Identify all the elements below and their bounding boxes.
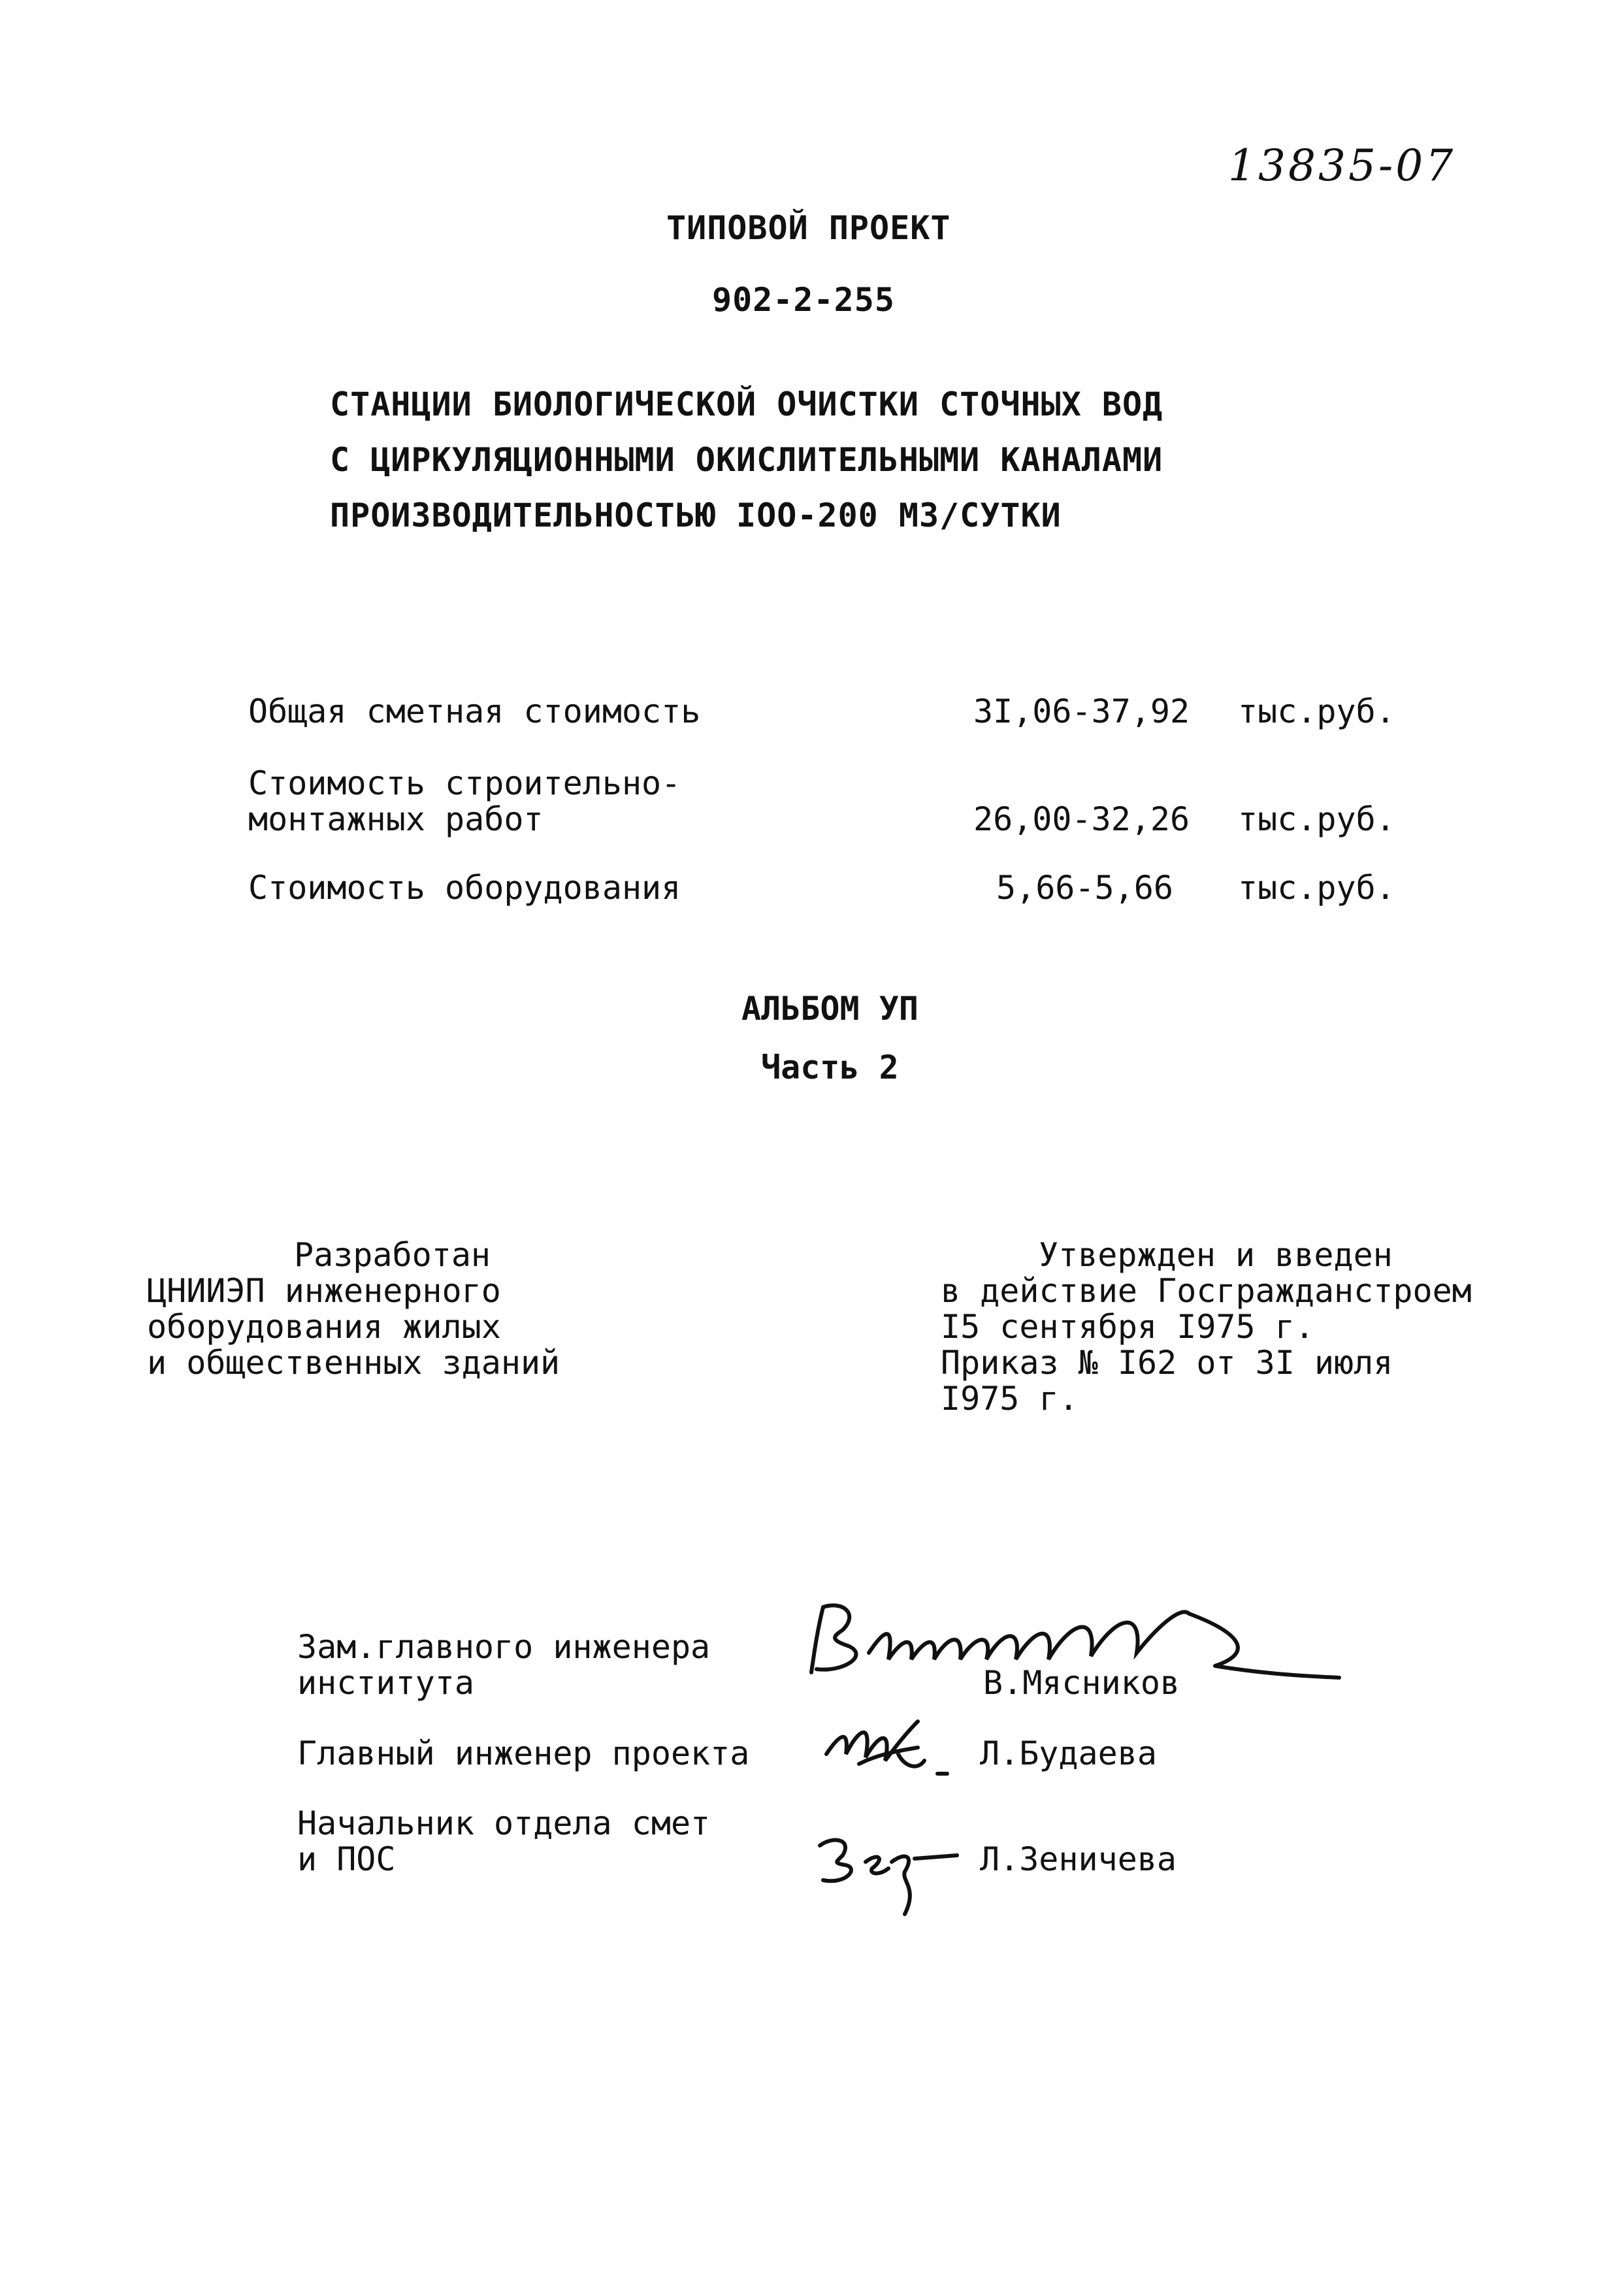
cost-label: Общая сметная стоимость — [248, 692, 701, 730]
cost-unit: тыс.руб. — [1238, 800, 1395, 838]
album-label: АЛЬБОМ УП — [741, 990, 918, 1028]
developed-line: и общественных зданий — [147, 1344, 560, 1382]
document-number: 13835-07 — [1228, 140, 1456, 191]
approved-line: I975 г. — [941, 1380, 1079, 1418]
project-type-heading: ТИПОВОЙ ПРОЕКТ — [666, 209, 951, 247]
cost-label: Стоимость оборудования — [248, 869, 681, 907]
cost-unit: тыс.руб. — [1238, 692, 1395, 730]
cost-value: 26,00-32,26 — [973, 800, 1190, 838]
signatory-name: В.Мясников — [983, 1664, 1180, 1702]
developed-line: оборудования жилых — [147, 1308, 501, 1346]
cost-value: 3I,06-37,92 — [973, 692, 1190, 730]
signatory-position: Зам.главного инженера — [297, 1628, 711, 1666]
approved-line: I5 сентября I975 г. — [941, 1308, 1314, 1346]
title-line: ПРОИЗВОДИТЕЛЬНОСТЬЮ IOO-200 М3/СУТКИ — [330, 496, 1062, 534]
approved-line: Приказ № I62 от 3I июля — [941, 1344, 1393, 1382]
cost-unit: тыс.руб. — [1238, 869, 1395, 907]
approved-line: в действие Госгражданстроем — [941, 1272, 1472, 1310]
cost-label: монтажных работ — [248, 800, 544, 838]
album-part: Часть 2 — [761, 1049, 899, 1086]
project-code: 902-2-255 — [712, 281, 895, 319]
signatory-position: и ПОС — [297, 1840, 396, 1878]
signatory-position: института — [297, 1664, 474, 1702]
signatory-position: Начальник отдела смет — [297, 1804, 711, 1842]
developed-line: Разработан — [294, 1236, 491, 1274]
cost-label: Стоимость строительно- — [248, 764, 681, 802]
title-line: СТАНЦИИ БИОЛОГИЧЕСКОЙ ОЧИСТКИ СТОЧНЫХ ВОД — [330, 385, 1163, 423]
signature-myasnikov — [797, 1594, 1372, 1705]
signatory-position: Главный инженер проекта — [297, 1734, 750, 1772]
approved-line: Утвержден и введен — [1039, 1236, 1393, 1274]
developed-line: ЦНИИЭП инженерного — [147, 1272, 501, 1310]
cost-value: 5,66-5,66 — [996, 869, 1173, 907]
signatory-name: Л.Будаева — [980, 1734, 1157, 1772]
title-line: С ЦИРКУЛЯЦИОННЫМИ ОКИСЛИТЕЛЬНЫМИ КАНАЛАМИ — [330, 441, 1163, 479]
signature-zenicheva — [807, 1823, 1003, 1921]
signature-budaeva — [820, 1708, 977, 1787]
signatory-name: Л.Зеничева — [980, 1840, 1177, 1878]
